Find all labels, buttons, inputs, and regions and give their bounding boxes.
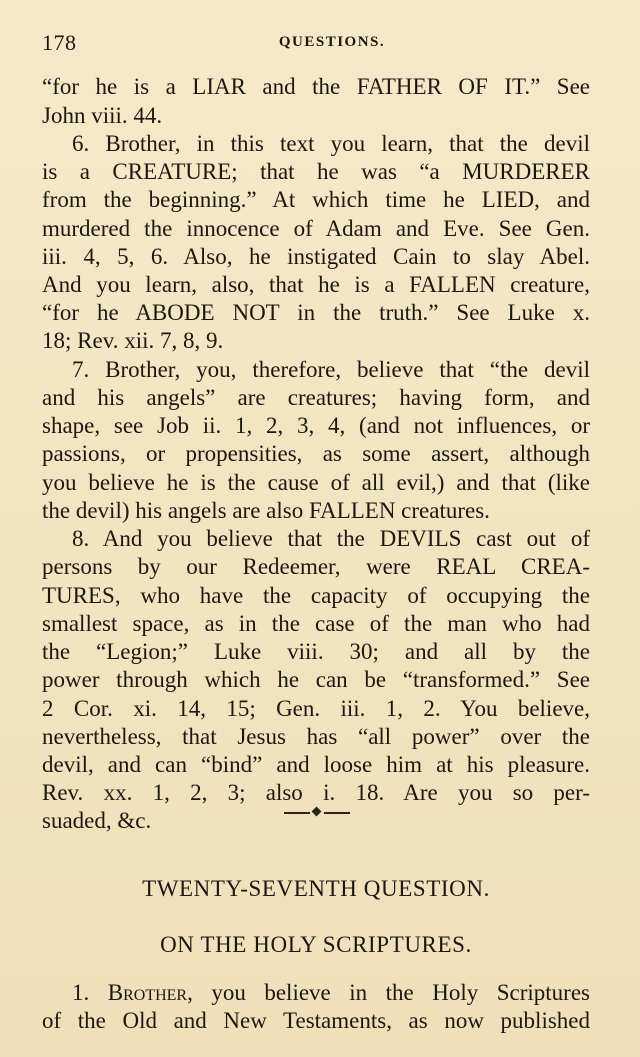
running-head bbox=[42, 34, 590, 51]
text-line: “for he is a LIAR and the FATHER OF IT.” See bbox=[42, 74, 590, 99]
text-line: “for he ABODE NOT in the truth.” See Luke x. bbox=[42, 300, 590, 325]
text-line: devil, and can “bind” and loose him at his pleasure. bbox=[42, 752, 590, 777]
text-line: is a CREATURE; that he was “a MURDERER bbox=[42, 159, 590, 184]
text-line: Rev. xx. 1, 2, 3; also i. 18. Are you so per- bbox=[42, 780, 590, 805]
text-line: you believe he is the cause of all evil,) and that (like bbox=[42, 470, 590, 495]
text-line: murdered the innocence of Adam and Eve. See Gen. bbox=[42, 216, 590, 241]
divider-rule-right bbox=[324, 812, 350, 814]
section-divider-ornament bbox=[284, 810, 350, 816]
text-line: TURES, who have the capacity of occupying the bbox=[42, 583, 590, 608]
paragraph-number: 1. bbox=[72, 980, 108, 1005]
lead-word: Brother bbox=[107, 980, 188, 1005]
text-line: from the beginning.” At which time he LIED, and bbox=[42, 187, 590, 212]
text-line bbox=[42, 978, 590, 1007]
text-line: iii. 4, 5, 6. Also, he instigated Cain to slay Abel. bbox=[42, 244, 590, 269]
text-line: and his angels” are creatures; having form, and bbox=[42, 385, 590, 410]
divider-rule-left bbox=[284, 812, 310, 814]
text-line: persons by our Redeemer, were REAL CREA- bbox=[42, 554, 590, 579]
text-line: shape, see Job ii. 1, 2, 3, 4, (and not influences, or bbox=[42, 413, 590, 438]
text-line: nevertheless, that Jesus has “all power” over the bbox=[42, 724, 590, 749]
text-line: power through which he can be “transformed.” See bbox=[42, 667, 590, 692]
text-line: John viii. 44. bbox=[42, 103, 163, 128]
text-line: 6. Brother, in this text you learn, that the devil bbox=[72, 131, 590, 156]
text-line: of the Old and New Testaments, as now published bbox=[42, 1008, 590, 1033]
section-title: TWENTY-SEVENTH QUESTION. bbox=[142, 876, 490, 901]
text-line: 7. Brother, you, therefore, believe that “the devil bbox=[72, 357, 590, 382]
page-header bbox=[42, 30, 590, 60]
text-line: 18; Rev. xii. 7, 8, 9. bbox=[42, 328, 224, 353]
text-line: the devil) his angels are also FALLEN creatures. bbox=[42, 498, 490, 523]
line-rest: , you believe in the Holy Scriptures bbox=[187, 980, 590, 1005]
text-line: And you learn, also, that he is a FALLEN creature, bbox=[42, 272, 590, 297]
text-line: 2 Cor. xi. 14, 15; Gen. iii. 1, 2. You believe, bbox=[42, 696, 590, 721]
text-line: the “Legion;” Luke viii. 30; and all by the bbox=[42, 639, 590, 664]
page-number: 178 bbox=[42, 30, 77, 55]
text-line: 8. And you believe that the DEVILS cast out of bbox=[72, 526, 590, 551]
text-line: suaded, &c. bbox=[42, 808, 152, 833]
section-subtitle: ON THE HOLY SCRIPTURES. bbox=[160, 932, 472, 957]
text-line: smallest space, as in the case of the man who had bbox=[42, 611, 590, 636]
running-head-text: QUESTIONS. bbox=[278, 34, 386, 50]
text-line: passions, or propensities, as some assert, although bbox=[42, 441, 590, 466]
